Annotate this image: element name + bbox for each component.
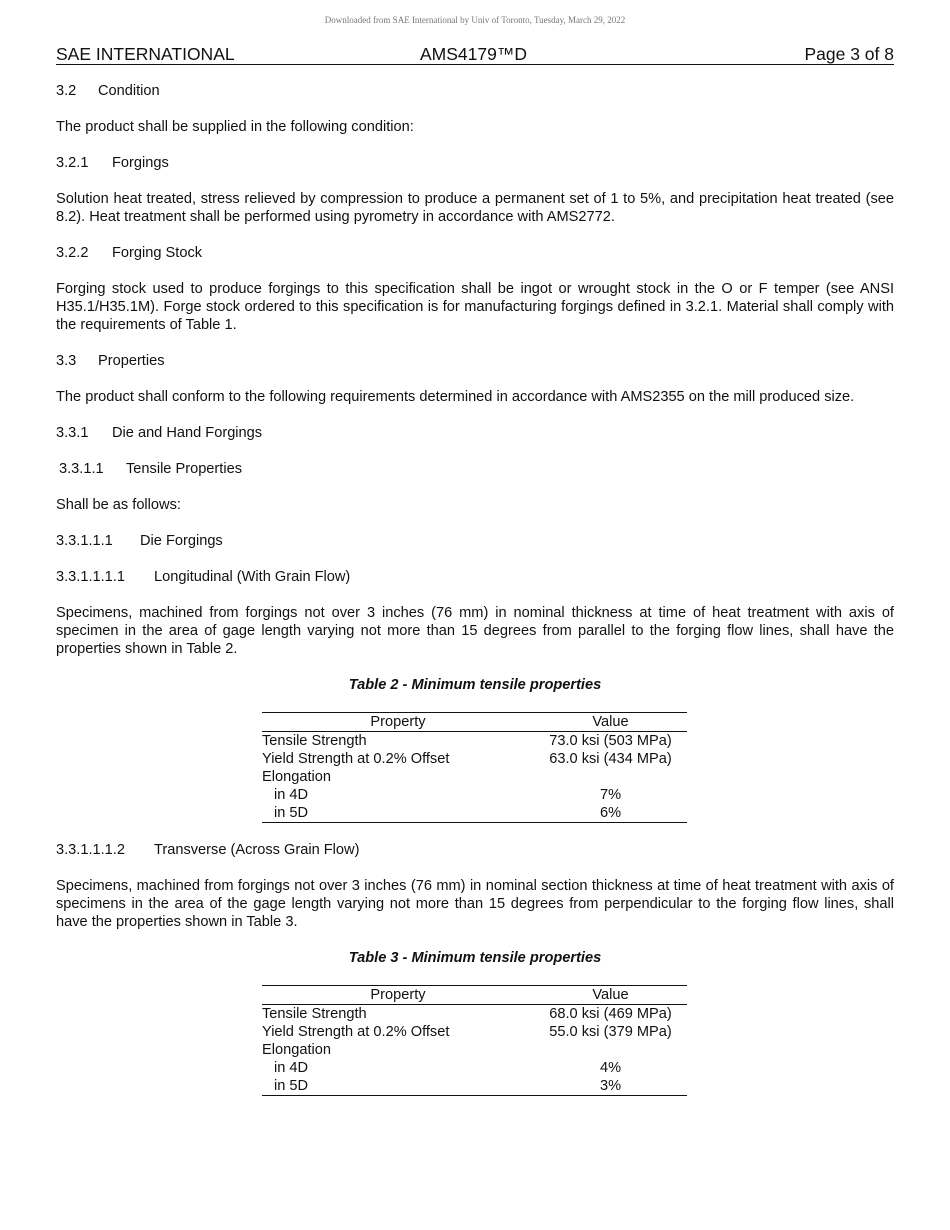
- section-3-2-2-heading: [56, 244, 894, 262]
- section-3-3-text: The product shall conform to the following requirements determined in accordance with AMS2355 on the mill produced size.: [56, 389, 855, 405]
- section-3-2-text: The product shall be supplied in the following condition:: [56, 119, 414, 135]
- value-cell: [534, 1041, 687, 1059]
- header-page-number: Page 3 of 8: [804, 44, 894, 64]
- section-title: Tensile Properties: [126, 461, 242, 477]
- page-header: [56, 44, 894, 65]
- value-cell: 4%: [599, 1060, 622, 1076]
- table-row: [262, 1041, 687, 1059]
- value-cell: [534, 768, 687, 786]
- table-row: [262, 1005, 687, 1024]
- section-title: Forging Stock: [112, 245, 203, 261]
- property-cell: Elongation: [262, 769, 331, 785]
- section-title: Transverse (Across Grain Flow): [154, 842, 360, 858]
- table-row: [262, 750, 687, 768]
- section-number: 3.2: [56, 83, 77, 99]
- table-2: [262, 712, 687, 823]
- property-cell: in 5D: [262, 804, 534, 823]
- table-row: [262, 1023, 687, 1041]
- value-cell: 73.0 ksi (503 MPa): [549, 733, 672, 749]
- section-number: 3.2.1: [56, 155, 89, 171]
- section-number: 3.3.1: [56, 425, 89, 441]
- section-title: Properties: [98, 353, 165, 369]
- document-body: [56, 82, 894, 1096]
- column-header-value: Value: [534, 713, 687, 732]
- table-3: [262, 985, 687, 1096]
- value-cell: 3%: [534, 1077, 687, 1096]
- section-3-2-1-heading: [56, 154, 894, 172]
- header-org: SAE INTERNATIONAL: [56, 44, 235, 64]
- section-number: 3.3.1.1: [59, 461, 104, 477]
- value-cell: 63.0 ksi (434 MPa): [549, 751, 672, 767]
- header-doc-id: AMS4179™D: [420, 44, 527, 64]
- section-3-3-1-1-text: Shall be as follows:: [56, 497, 181, 513]
- section-3-3-1-1-1-2-text: Specimens, machined from forgings not over 3 inches (76 mm) in nominal section thickness at time of heat treatment with axis of specimens in the area of the gage length varying not more than 15 degrees from perpendicular to the forging flow lines, shall have the properties shown in Table 3.: [56, 878, 894, 930]
- column-header-value: Value: [534, 986, 687, 1005]
- section-3-3-1-1-1-1-heading: [56, 568, 894, 586]
- section-3-2-1-text: Solution heat treated, stress relieved by compression to produce a permanent set of 1 to 5%, and precipitation heat treated (see 8.2). Heat treatment shall be performed using pyrometry in accordance with AMS2772.: [56, 191, 894, 225]
- section-3-2-2-text: Forging stock used to produce forgings to this specification shall be ingot or wrought stock in the O or F temper (see ANSI H35.1/H35.1M). Forge stock ordered to this specification is for manufacturing forgings defined in 3.2.1. Material shall comply with the requirements of Table 1.: [56, 281, 894, 333]
- column-header-property: Property: [262, 713, 534, 732]
- property-cell: Yield Strength at 0.2% Offset: [262, 1024, 450, 1040]
- table-header-row: [262, 713, 687, 732]
- property-cell: Elongation: [262, 1042, 331, 1058]
- section-title: Forgings: [112, 155, 169, 171]
- value-cell: 7%: [599, 787, 622, 803]
- section-number: 3.3: [56, 353, 77, 369]
- section-title: Longitudinal (With Grain Flow): [154, 569, 351, 585]
- property-cell: Yield Strength at 0.2% Offset: [262, 751, 450, 767]
- table-row: [262, 804, 687, 823]
- value-cell: 55.0 ksi (379 MPa): [549, 1024, 672, 1040]
- section-3-3-heading: [56, 352, 894, 370]
- property-cell: in 4D: [274, 787, 309, 803]
- section-3-3-1-1-heading: [56, 460, 894, 478]
- table-row: [262, 1059, 687, 1077]
- section-title: Condition: [98, 83, 160, 99]
- section-title: Die and Hand Forgings: [112, 425, 263, 441]
- table-row: [262, 1077, 687, 1096]
- section-number: 3.2.2: [56, 245, 89, 261]
- column-header-property: Property: [262, 986, 534, 1005]
- value-cell: 6%: [534, 804, 687, 823]
- section-3-3-1-1-1-1-text: Specimens, machined from forgings not over 3 inches (76 mm) in nominal thickness at time of heat treatment with axis of specimen in the area of gage length varying not more than 15 degrees from parallel to the forging flow lines, shall have the properties shown in Table 2.: [56, 605, 894, 657]
- table-2-caption: Table 2 - Minimum tensile properties: [348, 677, 602, 693]
- property-cell: Tensile Strength: [262, 733, 367, 749]
- section-3-3-1-1-1-2-heading: [56, 841, 894, 859]
- table-row: [262, 786, 687, 804]
- property-cell: Tensile Strength: [262, 1006, 367, 1022]
- table-3-caption: Table 3 - Minimum tensile properties: [348, 950, 602, 966]
- section-number: 3.3.1.1.1.2: [56, 842, 125, 858]
- download-watermark: Downloaded from SAE International by Univ of Toronto, Tuesday, March 29, 2022: [324, 15, 626, 25]
- value-cell: 68.0 ksi (469 MPa): [549, 1006, 672, 1022]
- table-row: [262, 768, 687, 786]
- section-3-3-1-1-1-heading: [56, 532, 894, 550]
- section-3-3-1-heading: [56, 424, 894, 442]
- section-number: 3.3.1.1.1: [56, 533, 113, 549]
- section-number: 3.3.1.1.1.1: [56, 569, 125, 585]
- section-title: Die Forgings: [140, 533, 223, 549]
- section-3-2-heading: [56, 82, 894, 100]
- property-cell: in 4D: [274, 1060, 309, 1076]
- table-header-row: [262, 986, 687, 1005]
- table-row: [262, 732, 687, 751]
- property-cell: in 5D: [262, 1077, 534, 1096]
